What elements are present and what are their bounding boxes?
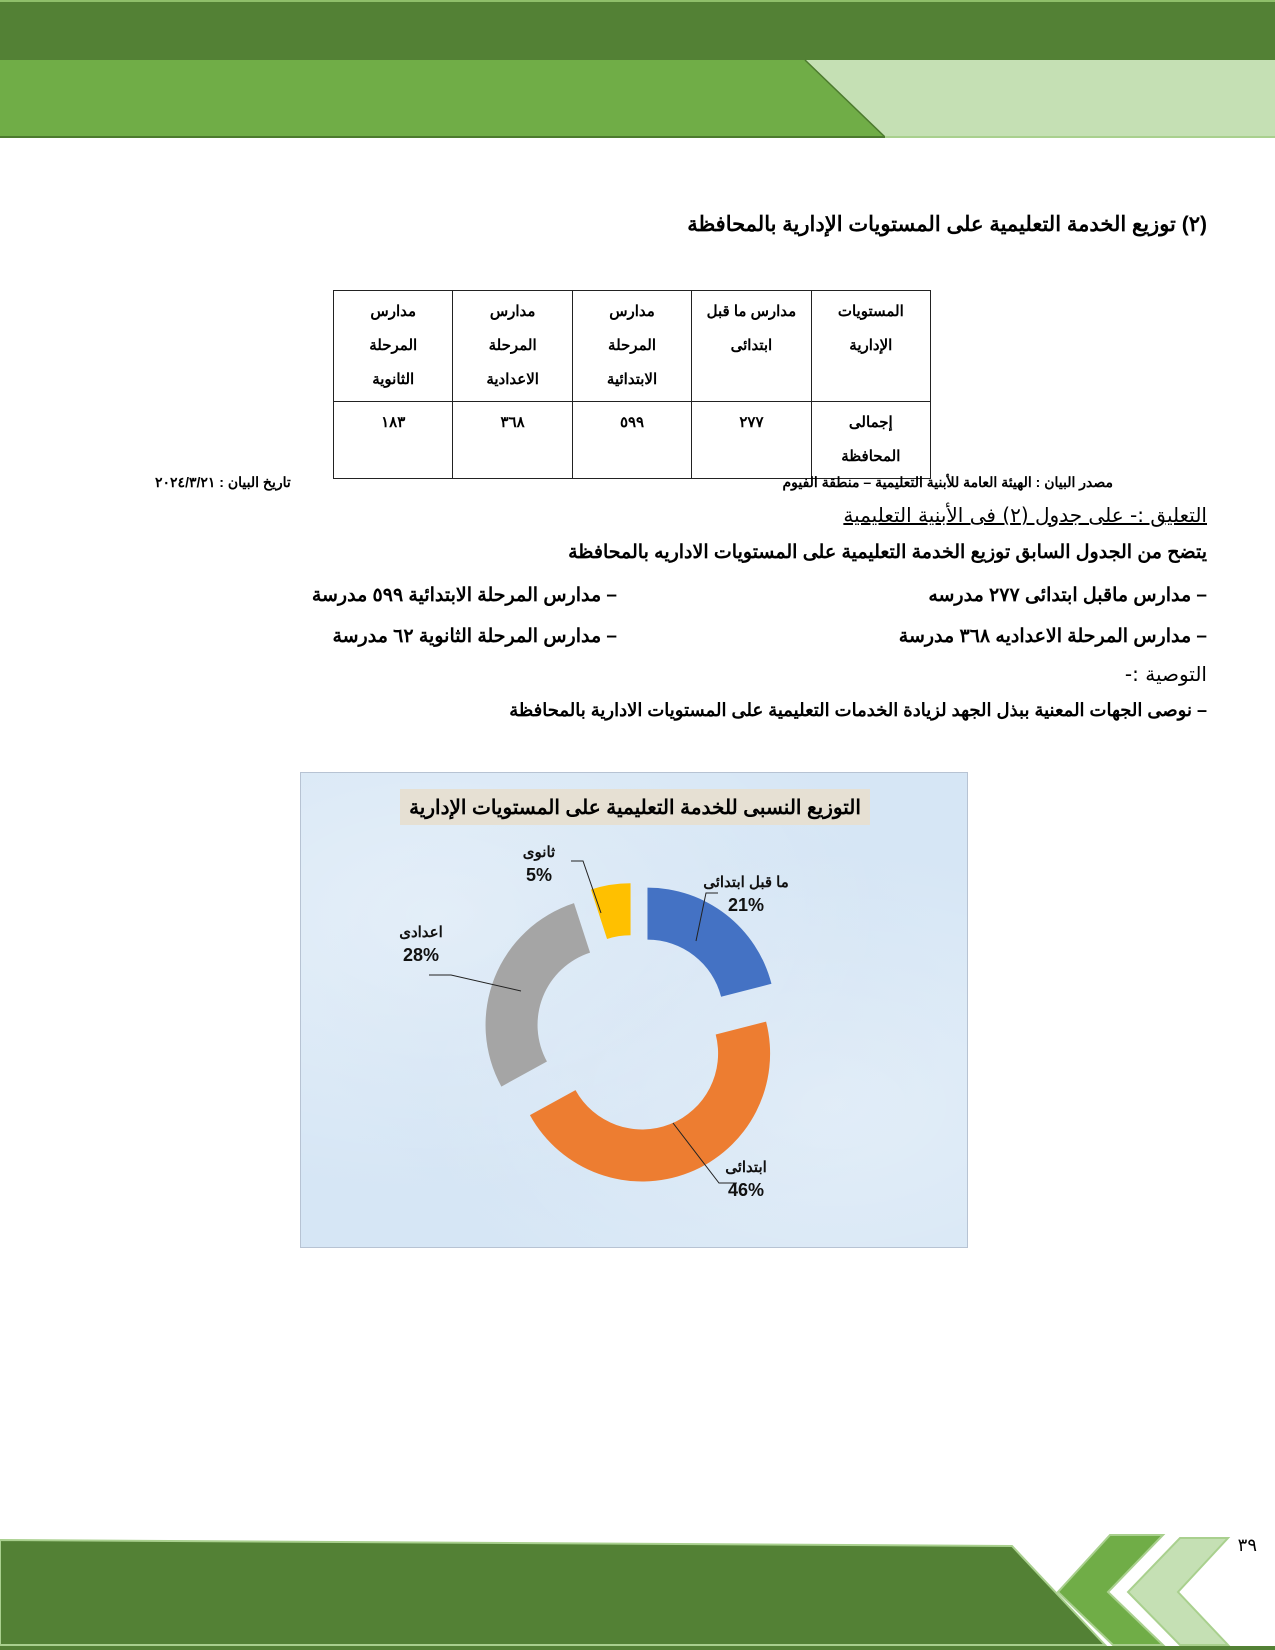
table-header-cell: مدارس المرحلة الاعدادية bbox=[453, 291, 572, 402]
doughnut-slice bbox=[530, 1022, 770, 1182]
data-label-value: 28% bbox=[402, 945, 440, 965]
data-label-category: ابتدائى bbox=[725, 1159, 767, 1176]
header-dark-band bbox=[0, 0, 1275, 60]
doughnut-slice bbox=[486, 903, 591, 1086]
doughnut-chart bbox=[300, 772, 968, 1248]
comment-intro: يتضح من الجدول السابق توزيع الخدمة التعليمية على المستويات الاداريه بالمحافظة bbox=[568, 542, 1207, 563]
table-header-row bbox=[334, 291, 931, 402]
page-number: ٣٩ bbox=[1237, 1535, 1257, 1555]
table-row bbox=[334, 402, 931, 479]
footer-banner bbox=[0, 1530, 1275, 1650]
header-mid-band bbox=[0, 60, 885, 137]
table-cell: ٥٩٩ bbox=[572, 402, 691, 479]
chart-title: التوزيع النسبى للخدمة التعليمية على المستويات الإدارية bbox=[409, 796, 861, 819]
recommendation-heading: التوصية :- bbox=[1124, 662, 1207, 686]
data-source: مصدر البيان : الهيئة العامة للأبنية التعليمية – منطقة الفيوم bbox=[782, 474, 1113, 490]
data-label-value: 5% bbox=[525, 865, 553, 885]
recommendation-text: – نوصى الجهات المعنية ببذل الجهد لزيادة الخدمات التعليمية على المستويات الادارية بالمحافظة bbox=[509, 700, 1207, 720]
table-header-cell: مدارس المرحلة الثانوية bbox=[334, 291, 453, 402]
table-cell: ٣٦٨ bbox=[453, 402, 572, 479]
data-label-value: 46% bbox=[727, 1180, 765, 1200]
data-date: تاريخ البيان : ٢٠٢٤/٣/٢١ bbox=[155, 474, 291, 490]
comment-item: – مدارس المرحلة الابتدائية ٥٩٩ مدرسة bbox=[311, 585, 617, 606]
chart-title-box bbox=[400, 789, 870, 825]
doughnut-slice bbox=[591, 883, 631, 939]
table-cell: ١٨٣ bbox=[334, 402, 453, 479]
header-banner bbox=[0, 0, 1275, 140]
comment-heading: التعليق :- على جدول (٢) فى الأبنية التعليمية bbox=[843, 503, 1207, 527]
data-label-category: ما قبل ابتدائى bbox=[703, 874, 789, 891]
chart-plot bbox=[301, 773, 967, 1247]
schools-table bbox=[333, 290, 931, 479]
table-row-label: إجمالى المحافظة bbox=[811, 402, 930, 479]
table-header-cell: مدارس ما قبل ابتدائى bbox=[692, 291, 811, 402]
footer-dark-band bbox=[0, 1540, 1105, 1645]
data-label-category: ثانوى bbox=[522, 844, 556, 861]
table-header-cell: المستويات الإدارية bbox=[811, 291, 930, 402]
data-label-value: 21% bbox=[727, 895, 765, 915]
comment-item: – مدارس المرحلة الاعداديه ٣٦٨ مدرسة bbox=[898, 626, 1207, 647]
data-label-category: اعدادى bbox=[399, 924, 443, 941]
table-header-cell: مدارس المرحلة الابتدائية bbox=[572, 291, 691, 402]
table-cell: ٢٧٧ bbox=[692, 402, 811, 479]
header-light-band bbox=[805, 60, 1275, 137]
comment-item: – مدارس المرحلة الثانوية ٦٢ مدرسة bbox=[332, 626, 617, 647]
comment-item: – مدارس ماقبل ابتدائى ٢٧٧ مدرسه bbox=[928, 585, 1207, 606]
section-title: (٢) توزيع الخدمة التعليمية على المستويات الإدارية بالمحافظة bbox=[687, 213, 1207, 236]
